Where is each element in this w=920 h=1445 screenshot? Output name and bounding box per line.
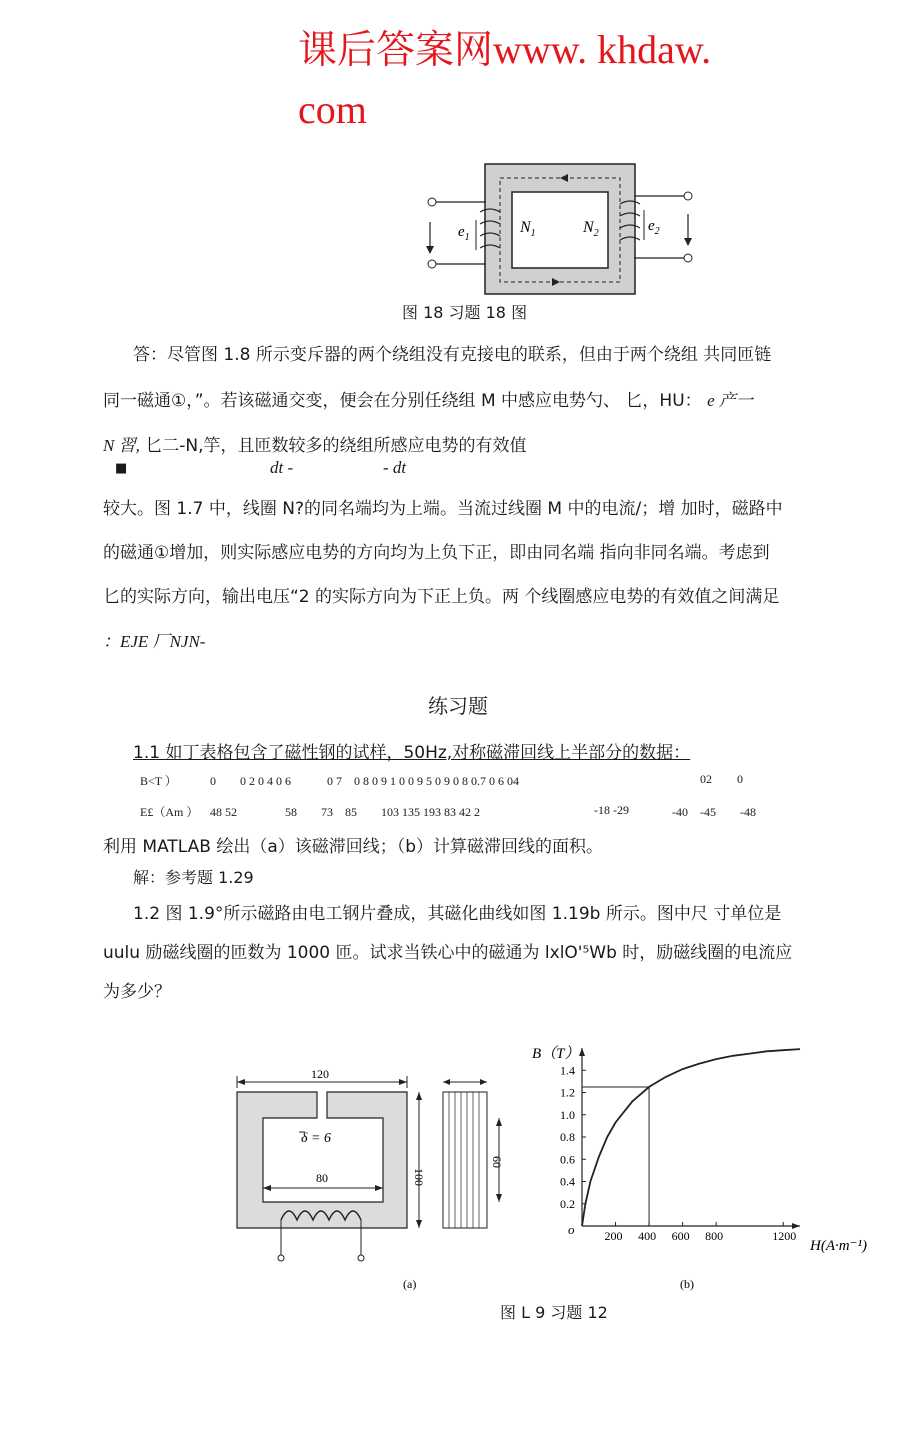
exercise1-text: 1.1 如丁表格包含了磁性钢的试样，50Hz,对称磁滞回线上半部分的数据： [133,743,691,763]
origin-label: o [568,1222,575,1237]
bh-chart [530,1036,900,1300]
watermark-brand: 课后答案网 [298,28,494,73]
answer-line1: 答：尽管图 1.8 所示变斥器的两个绕组没有克接电的联系，但由于两个绕组 共同匝链 [133,345,772,365]
terminal-left-bottom [428,260,436,268]
watermark-url-part2: com [298,87,367,132]
watermark-line1 [298,27,712,73]
terminal-right-top [684,192,692,200]
bh-curve [582,1049,800,1226]
terminal-right-bottom [684,254,692,262]
x-axis-label: H(A·m⁻¹) [810,1238,867,1254]
answer-line3 [103,427,527,465]
x-tick-label: 400 [638,1229,657,1243]
x-tick-label: 200 [604,1229,623,1243]
transformer-figure [420,160,700,300]
answer-line5: 的磁通①增加，则实际感应电势的方向均为上负下正，即由同名端 指向非同名端。考虑到 [103,543,770,563]
answer-line2-text: 同一磁通①，”。若该磁通交变，便会在分别任绕组 M 中感应电势勺、 匕，HU： [103,391,702,411]
label-b: (b) [680,1277,694,1291]
answer-dt-1: dt - [270,458,294,477]
x-tick-label: 1200 [772,1229,797,1243]
answer-line3-text: 匕二-N,竽，且匝数较多的绕组所感应电势的有效值 [139,436,527,456]
table-row-h-values: 48 52 58 73 85 103 135 193 83 42 2 [210,805,481,819]
core-body [237,1092,407,1228]
table-row-h-tail2: -40 -45 -48 [672,805,756,819]
exercise2-line3: 为多少？ [103,982,171,1002]
dim-width-label: 120 [311,1067,329,1081]
table-row-b-tail1: 02 [700,772,712,786]
table-row-b-label: B<T ） [140,774,177,788]
core-diagram [225,1060,525,1300]
y-tick-label: 0.2 [560,1196,575,1211]
exercise1-solution: 解：参考题 1.29 [133,868,254,887]
answer-line4: 较大。图 1.7 中，线圈 N?的同名端均为上端。当流过线圈 M 中的电流/；增 加时，磁路中 [103,499,783,519]
x-tick-label: 600 [671,1229,690,1243]
table-row-b-tail2: 0 [737,772,743,786]
answer-line2-formula: e 产一 [707,391,753,410]
x-tick-label: 800 [705,1229,724,1243]
table-row-b-values: 0 0 2 0 4 0 6 0 7 0 8 0 9 1 0 0 9 5 0 9 0 8 0.7 0 6 04 [210,774,520,788]
exercise2-line1: 1.2 图 1.9°所示磁路由电工钢片叠成，其磁化曲线如图 1.19b 所示。图中尺 寸单位是 [133,904,782,924]
dim-depth-label: 60 [490,1156,504,1168]
figure19-caption: 图 L 9 习题 12 [500,1303,608,1322]
watermark-url-part1: www. khdaw. [493,27,712,72]
watermark-line2 [298,87,367,132]
dim-inner-label: 80 [316,1171,328,1185]
label-n2: $N_2$ [583,219,599,239]
exercise1-task: 利用 MATLAB 绘出（a）该磁滞回线；（b）计算磁滞回线的面积。 [103,837,604,857]
y-tick-label: 0.6 [560,1152,575,1167]
table-row-h-label: E£（Am ） [140,805,199,819]
label-e2: $e_2$ [648,218,660,237]
answer-line7: ：EJE 厂NJN- [103,632,206,651]
y-tick-label: 0.8 [560,1130,575,1144]
answer-bullet: ■ [115,461,128,476]
y-tick-label: 1.0 [560,1107,575,1122]
answer-line2 [103,382,753,420]
answer-line6: 匕的实际方向，输出电压“2 的实际方向为下正上负。两 个线圈感应电势的有效值之间满足 [103,587,780,607]
label-a: (a) [403,1277,417,1291]
table-row-h-tail: -18 -29 [594,803,629,817]
terminal-left-top [428,198,436,206]
label-n1: $N_1$ [520,219,536,239]
y-tick-label: 0.4 [560,1174,575,1189]
section-title: 练习题 [428,694,488,718]
dim-height-label: 100 [412,1168,426,1186]
gap-label: δ = 6 [301,1131,331,1146]
figure18-caption: 图 18 习题 18 图 [402,303,528,322]
label-e1: $e_1$ [458,224,470,243]
y-tick-label: 1.2 [560,1085,575,1100]
answer-line3-formula: N 習, [103,436,140,455]
y-axis-label: B（T） [532,1046,580,1062]
exercise2-line2: uulu 励磁线圈的匝数为 1000 匝。试求当铁心中的磁通为 lxlO'⁵Wb 时，励磁线圈的电流应 [103,943,793,963]
core-side-view [443,1079,504,1228]
y-tick-label: 1.4 [560,1063,575,1078]
y-axis-arrow [579,1048,585,1056]
answer-dt-2: - dt [383,458,407,477]
